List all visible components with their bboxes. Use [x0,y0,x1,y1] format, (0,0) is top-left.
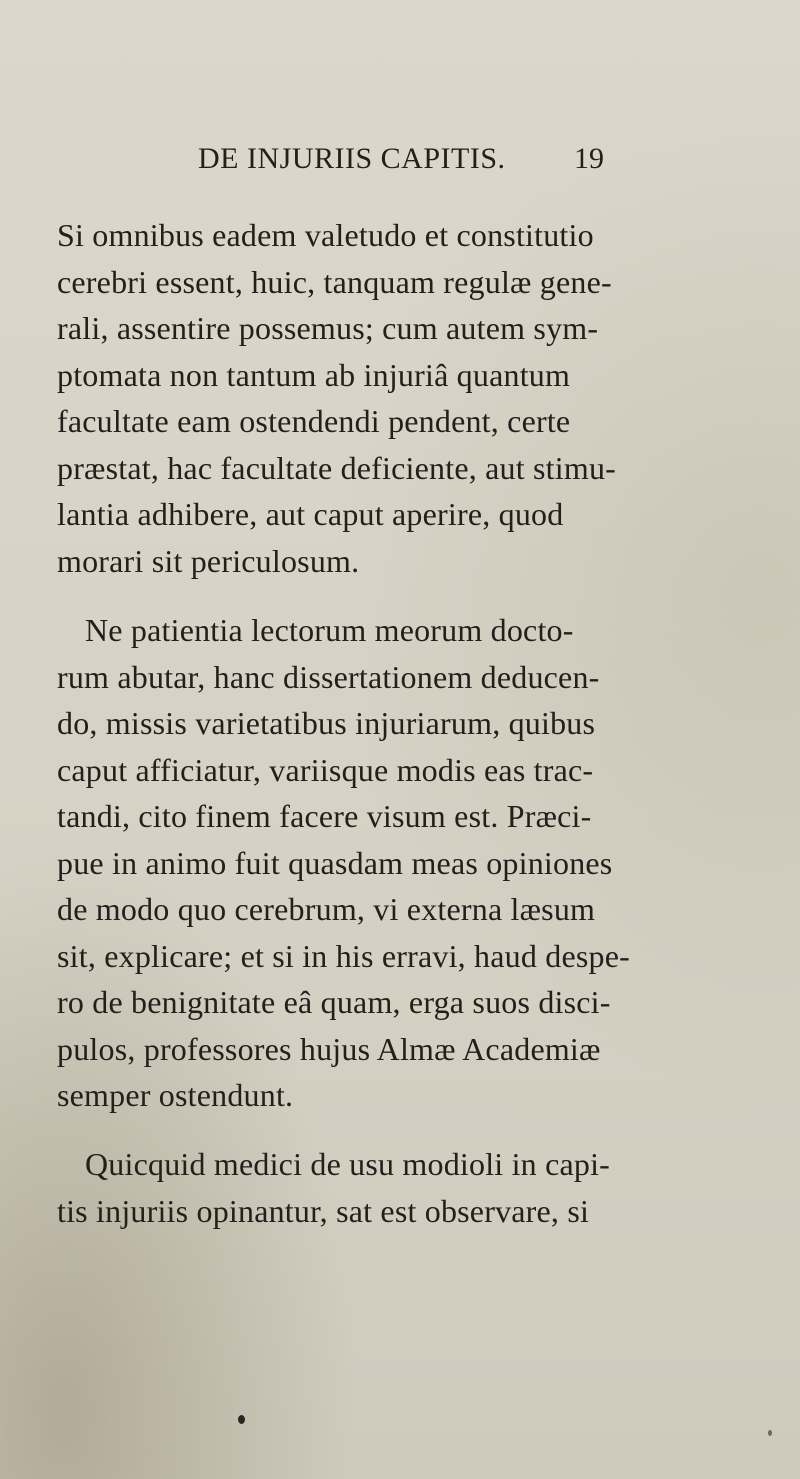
text-line: tandi, cito finem facere visum est. Præci- [57,798,592,834]
text-line: morari sit periculosum. [57,543,360,579]
text-line: de modo quo cerebrum, vi externa læsum [57,891,596,927]
text-line: lantia adhibere, aut caput aperire, quod [57,496,564,532]
ink-speck [768,1430,772,1436]
text-line: ro de benignitate eâ quam, erga suos disci- [57,984,611,1020]
text-line: ptomata non tantum ab injuriâ quantum [57,357,571,393]
text-line: semper ostendunt. [57,1077,294,1113]
text-line: Si omnibus eadem valetudo et constitutio [57,217,594,253]
text-line: caput afficiatur, variisque modis eas trac- [57,752,594,788]
ink-speck [238,1415,245,1424]
text-line: præstat, hac facultate deficiente, aut stimu- [57,450,616,486]
text-line: Ne patientia lectorum meorum docto- [85,612,574,648]
text-line: rum abutar, hanc dissertationem deducen- [57,659,600,695]
page-number: 19 [574,142,604,175]
text-line: Quicquid medici de usu modioli in capi- [85,1146,611,1182]
text-line: pue in animo fuit quasdam meas opiniones [57,845,613,881]
running-title: DE INJURIIS CAPITIS. [198,142,506,175]
text-line: rali, assentire possemus; cum autem sym- [57,310,599,346]
text-line: facultate eam ostendendi pendent, certe [57,403,571,439]
text-line: sit, explicare; et si in his erravi, haud despe- [57,938,630,974]
text-line: pulos, professores hujus Almæ Academiæ [57,1031,601,1067]
running-head [0,142,800,182]
text-line: cerebri essent, huic, tanquam regulæ gene- [57,264,612,300]
text-line: do, missis varietatibus injuriarum, quibus [57,705,596,741]
text-line: tis injuriis opinantur, sat est observare, si [57,1193,590,1229]
